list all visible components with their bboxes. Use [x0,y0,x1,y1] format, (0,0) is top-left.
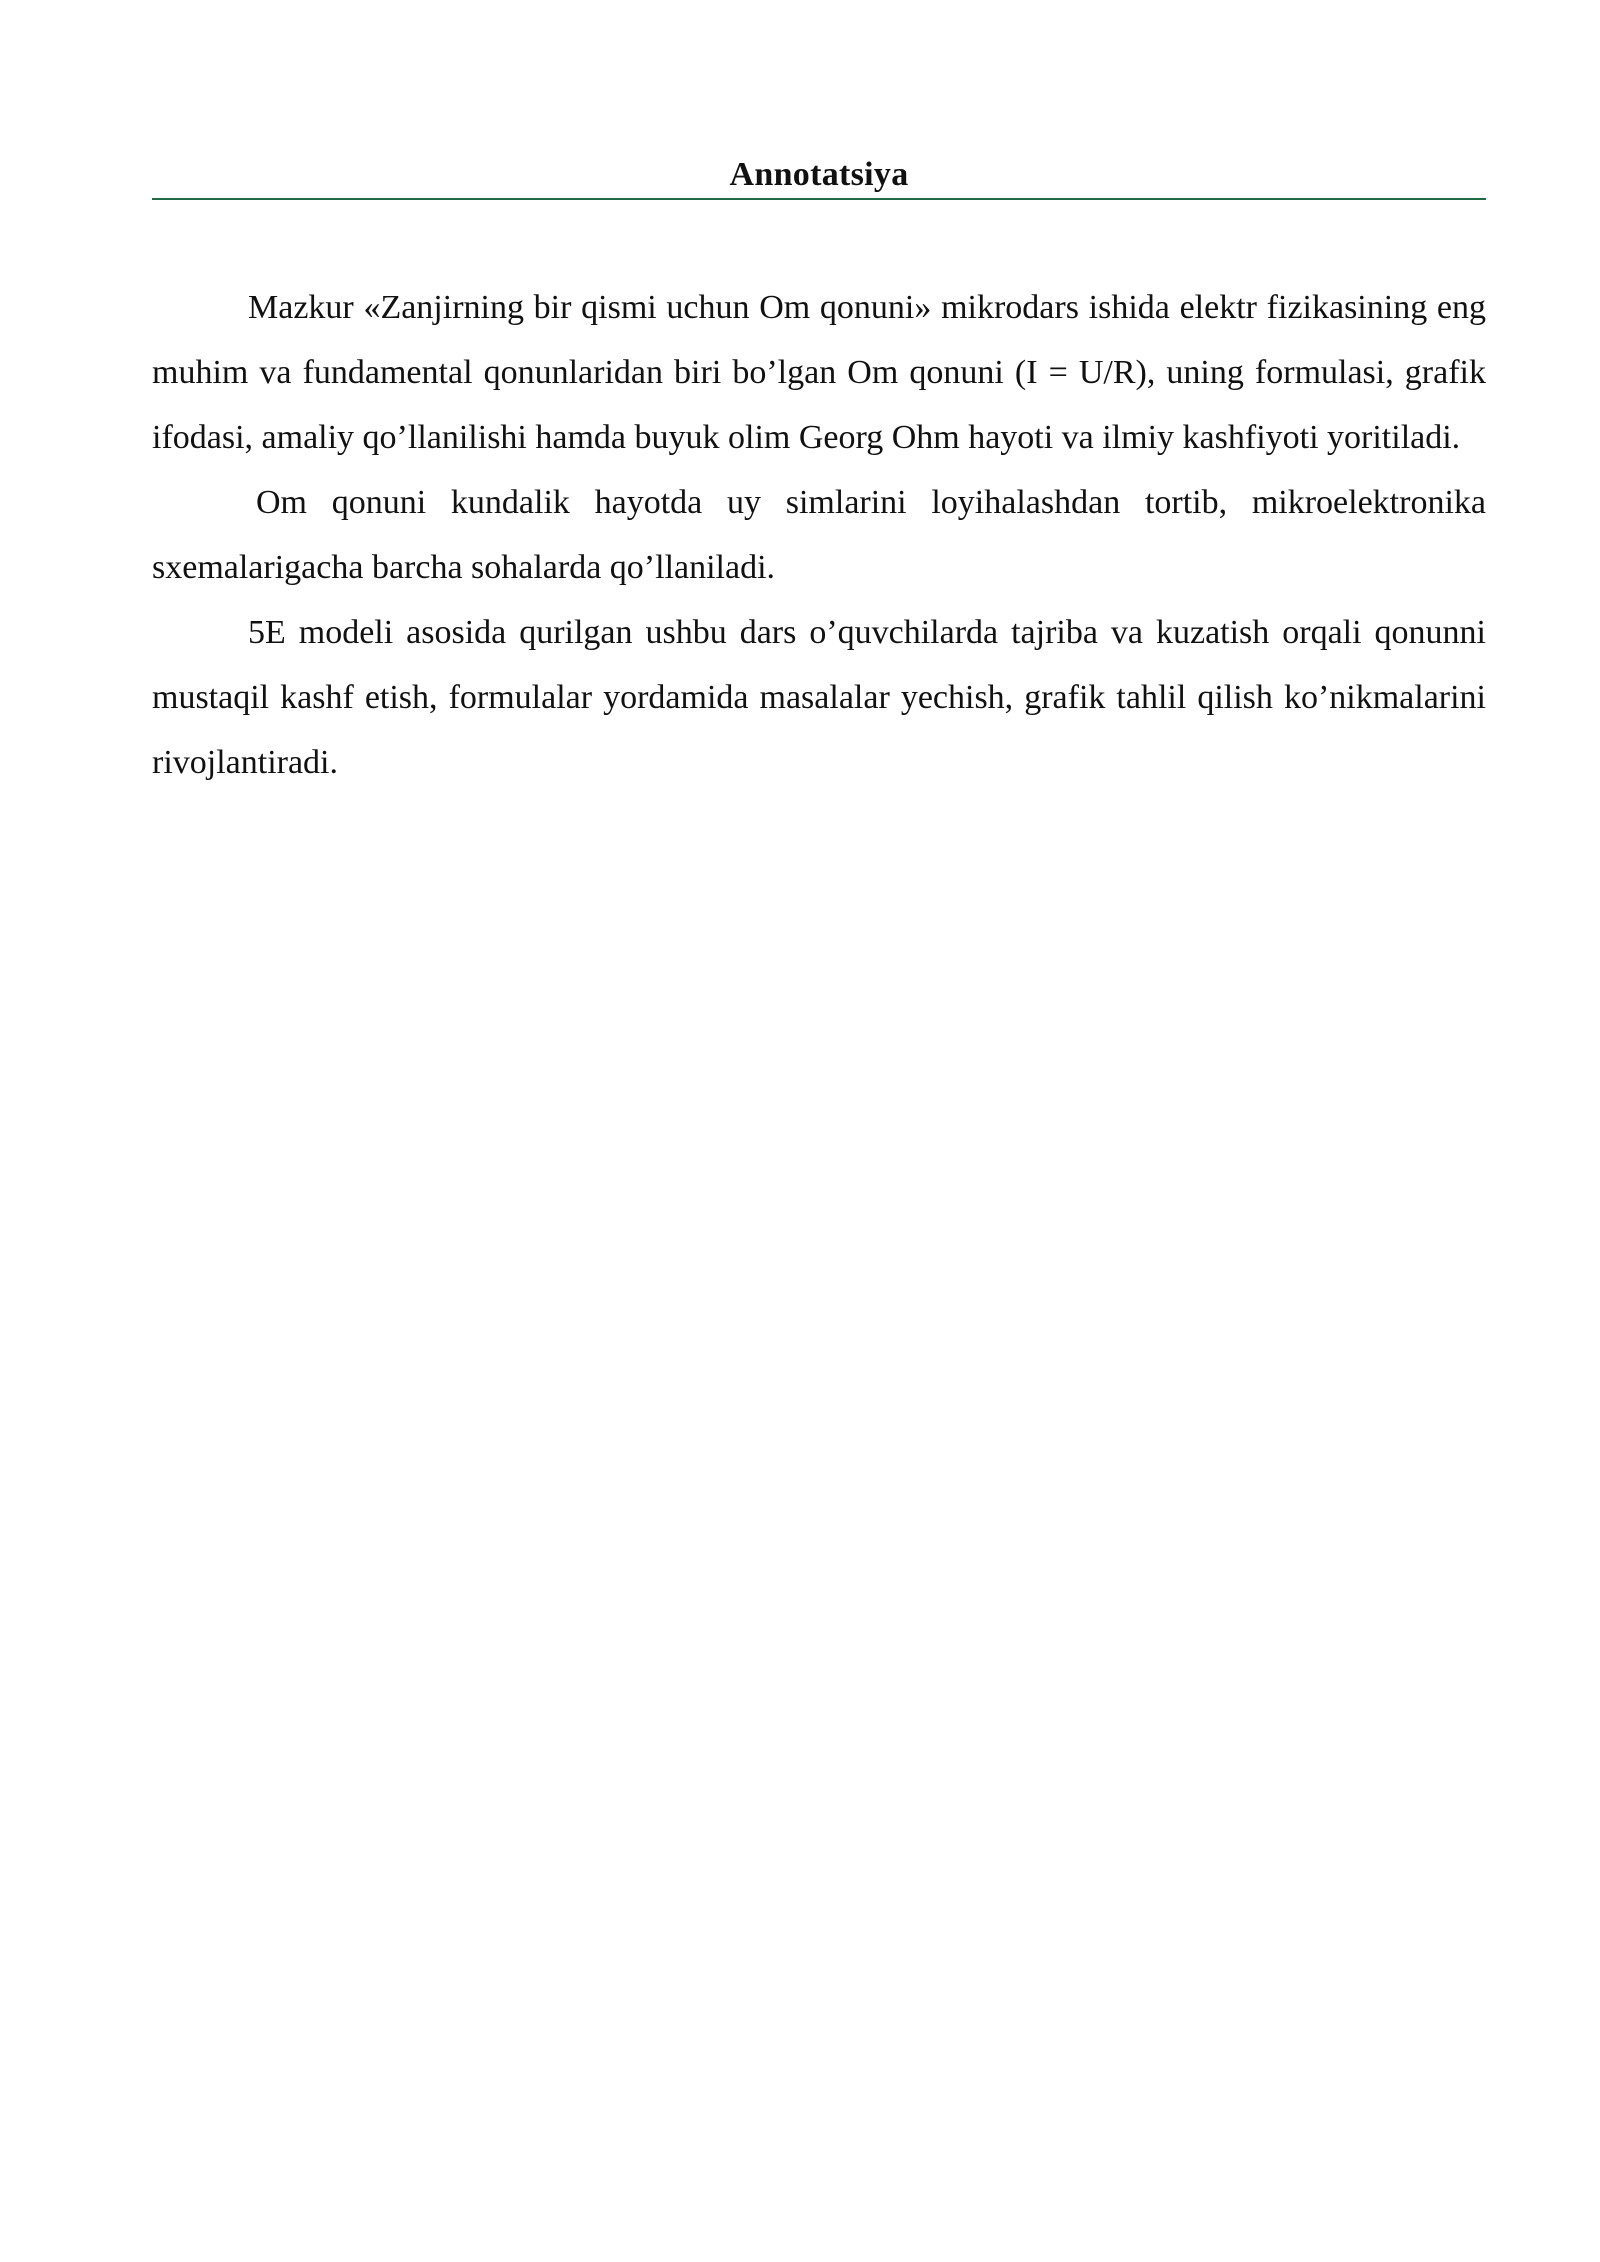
page-title: Annotatsiya [729,156,909,193]
paragraph-1: Mazkur «Zanjirning bir qismi uchun Om qonuni» mikrodars ishida elektr fizikasining eng muhim va fundamental qonunlaridan biri bo’lgan Om qonuni (I = U/R), uning formulasi, grafik ifodasi, amaliy qo’llanilishi hamda buyuk olim Georg Ohm hayoti va ilmiy kashfiyoti yoritiladi. [152,289,1486,456]
annotation-body [152,275,1486,795]
paragraph-3: 5E modeli asosida qurilgan ushbu dars o’quvchilarda tajriba va kuzatish orqali qonunni mustaqil kashf etish, formulalar yordamida masalalar yechish, grafik tahlil qilish ko’nikmalarini rivojlantiradi. [152,614,1486,781]
paragraph-2: Om qonuni kundalik hayotda uy simlarini loyihalashdan tortib, mikroelektronika sxemalarigacha barcha sohalarda qo’llaniladi. [152,484,1486,586]
title-rule [152,148,1486,200]
